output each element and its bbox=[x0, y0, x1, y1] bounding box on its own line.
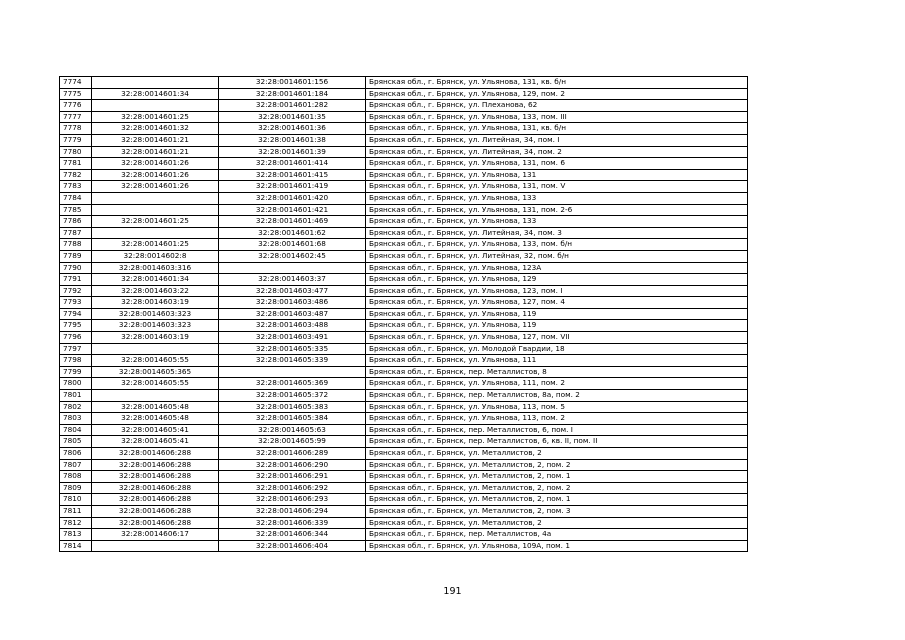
cadastral-number-cell: 32:28:0014601:414 bbox=[219, 158, 366, 170]
parent-cadastral-number-cell: 32:28:0014601:21 bbox=[92, 134, 219, 146]
address-cell: Брянская обл., г. Брянск, ул. Ульянова, 133 bbox=[366, 192, 748, 204]
address-cell: Брянская обл., г. Брянск, ул. Плеханова, 62 bbox=[366, 100, 748, 112]
parent-cadastral-number-cell: 32:28:0014606:288 bbox=[92, 482, 219, 494]
row-number-cell: 7789 bbox=[60, 250, 92, 262]
row-number-cell: 7803 bbox=[60, 413, 92, 425]
address-cell: Брянская обл., г. Брянск, ул. Ульянова, 129 bbox=[366, 274, 748, 286]
row-number-cell: 7792 bbox=[60, 285, 92, 297]
cadastral-number-cell: 32:28:0014605:372 bbox=[219, 390, 366, 402]
row-number-cell: 7784 bbox=[60, 192, 92, 204]
table-row bbox=[60, 123, 748, 135]
parent-cadastral-number-cell: 32:28:0014605:41 bbox=[92, 424, 219, 436]
cadastral-number-cell: 32:28:0014605:384 bbox=[219, 413, 366, 425]
address-cell: Брянская обл., г. Брянск, ул. Молодой Гвардии, 18 bbox=[366, 343, 748, 355]
address-cell: Брянская обл., г. Брянск, ул. Ульянова, 131, пом. V bbox=[366, 181, 748, 193]
cadastral-number-cell: 32:28:0014606:289 bbox=[219, 448, 366, 460]
table-row bbox=[60, 378, 748, 390]
parent-cadastral-number-cell: 32:28:0014603:316 bbox=[92, 262, 219, 274]
row-number-cell: 7775 bbox=[60, 88, 92, 100]
cadastral-number-cell: 32:28:0014601:156 bbox=[219, 77, 366, 89]
parent-cadastral-number-cell bbox=[92, 390, 219, 402]
table-row bbox=[60, 227, 748, 239]
parent-cadastral-number-cell: 32:28:0014605:55 bbox=[92, 355, 219, 367]
table-row bbox=[60, 100, 748, 112]
table-row bbox=[60, 239, 748, 251]
table-row bbox=[60, 274, 748, 286]
row-number-cell: 7780 bbox=[60, 146, 92, 158]
address-cell: Брянская обл., г. Брянск, ул. Ульянова, 131, пом. 2-6 bbox=[366, 204, 748, 216]
row-number-cell: 7787 bbox=[60, 227, 92, 239]
parent-cadastral-number-cell: 32:28:0014601:25 bbox=[92, 111, 219, 123]
cadastral-number-cell: 32:28:0014603:37 bbox=[219, 274, 366, 286]
registry-table bbox=[59, 76, 748, 552]
address-cell: Брянская обл., г. Брянск, ул. Литейная, 34, пом. I bbox=[366, 134, 748, 146]
row-number-cell: 7802 bbox=[60, 401, 92, 413]
parent-cadastral-number-cell: 32:28:0014601:26 bbox=[92, 169, 219, 181]
table-row bbox=[60, 390, 748, 402]
cadastral-number-cell: 32:28:0014606:290 bbox=[219, 459, 366, 471]
parent-cadastral-number-cell: 32:28:0014602:8 bbox=[92, 250, 219, 262]
address-cell: Брянская обл., г. Брянск, пер. Металлистов, 8а, пом. 2 bbox=[366, 390, 748, 402]
row-number-cell: 7800 bbox=[60, 378, 92, 390]
cadastral-number-cell: 32:28:0014601:39 bbox=[219, 146, 366, 158]
table-row bbox=[60, 540, 748, 552]
parent-cadastral-number-cell: 32:28:0014605:55 bbox=[92, 378, 219, 390]
table-row bbox=[60, 529, 748, 541]
row-number-cell: 7782 bbox=[60, 169, 92, 181]
parent-cadastral-number-cell bbox=[92, 227, 219, 239]
parent-cadastral-number-cell: 32:28:0014601:26 bbox=[92, 181, 219, 193]
parent-cadastral-number-cell: 32:28:0014601:25 bbox=[92, 239, 219, 251]
row-number-cell: 7794 bbox=[60, 308, 92, 320]
parent-cadastral-number-cell bbox=[92, 192, 219, 204]
parent-cadastral-number-cell: 32:28:0014603:22 bbox=[92, 285, 219, 297]
row-number-cell: 7801 bbox=[60, 390, 92, 402]
parent-cadastral-number-cell: 32:28:0014606:288 bbox=[92, 448, 219, 460]
page-number: 191 bbox=[443, 586, 462, 597]
table-row bbox=[60, 297, 748, 309]
cadastral-number-cell: 32:28:0014601:184 bbox=[219, 88, 366, 100]
table-row bbox=[60, 111, 748, 123]
table-row bbox=[60, 158, 748, 170]
cadastral-number-cell: 32:28:0014606:344 bbox=[219, 529, 366, 541]
address-cell: Брянская обл., г. Брянск, ул. Ульянова, 111 bbox=[366, 355, 748, 367]
cadastral-number-cell bbox=[219, 366, 366, 378]
table-row bbox=[60, 494, 748, 506]
address-cell: Брянская обл., г. Брянск, ул. Литейная, 34, пом. 3 bbox=[366, 227, 748, 239]
cadastral-number-cell: 32:28:0014605:99 bbox=[219, 436, 366, 448]
cadastral-number-cell: 32:28:0014605:383 bbox=[219, 401, 366, 413]
table-row bbox=[60, 285, 748, 297]
address-cell: Брянская обл., г. Брянск, ул. Металлистов, 2 bbox=[366, 448, 748, 460]
table-row bbox=[60, 436, 748, 448]
cadastral-number-cell: 32:28:0014605:335 bbox=[219, 343, 366, 355]
cadastral-number-cell: 32:28:0014606:292 bbox=[219, 482, 366, 494]
address-cell: Брянская обл., г. Брянск, ул. Металлистов, 2, пом. 1 bbox=[366, 471, 748, 483]
table-row bbox=[60, 448, 748, 460]
address-cell: Брянская обл., г. Брянск, ул. Ульянова, 133, пом. III bbox=[366, 111, 748, 123]
address-cell: Брянская обл., г. Брянск, пер. Металлистов, 6, кв. II, пом. II bbox=[366, 436, 748, 448]
parent-cadastral-number-cell bbox=[92, 100, 219, 112]
address-cell: Брянская обл., г. Брянск, ул. Ульянова, 131, пом. 6 bbox=[366, 158, 748, 170]
parent-cadastral-number-cell bbox=[92, 204, 219, 216]
table-row bbox=[60, 77, 748, 89]
table-row bbox=[60, 262, 748, 274]
parent-cadastral-number-cell: 32:28:0014605:365 bbox=[92, 366, 219, 378]
address-cell: Брянская обл., г. Брянск, ул. Ульянова, 131, кв. б/н bbox=[366, 77, 748, 89]
row-number-cell: 7807 bbox=[60, 459, 92, 471]
row-number-cell: 7804 bbox=[60, 424, 92, 436]
address-cell: Брянская обл., г. Брянск, ул. Ульянова, 123А bbox=[366, 262, 748, 274]
cadastral-number-cell: 32:28:0014601:38 bbox=[219, 134, 366, 146]
table-row bbox=[60, 517, 748, 529]
parent-cadastral-number-cell: 32:28:0014603:19 bbox=[92, 297, 219, 309]
parent-cadastral-number-cell: 32:28:0014601:26 bbox=[92, 158, 219, 170]
table-row bbox=[60, 482, 748, 494]
cadastral-number-cell: 32:28:0014606:294 bbox=[219, 505, 366, 517]
cadastral-number-cell: 32:28:0014601:36 bbox=[219, 123, 366, 135]
table-row bbox=[60, 413, 748, 425]
parent-cadastral-number-cell: 32:28:0014606:288 bbox=[92, 505, 219, 517]
address-cell: Брянская обл., г. Брянск, ул. Ульянова, 113, пом. 2 bbox=[366, 413, 748, 425]
parent-cadastral-number-cell bbox=[92, 77, 219, 89]
row-number-cell: 7786 bbox=[60, 216, 92, 228]
address-cell: Брянская обл., г. Брянск, ул. Ульянова, 113, пом. 5 bbox=[366, 401, 748, 413]
table-row bbox=[60, 250, 748, 262]
row-number-cell: 7781 bbox=[60, 158, 92, 170]
table-row bbox=[60, 146, 748, 158]
cadastral-number-cell: 32:28:0014606:293 bbox=[219, 494, 366, 506]
address-cell: Брянская обл., г. Брянск, пер. Металлистов, 4а bbox=[366, 529, 748, 541]
row-number-cell: 7790 bbox=[60, 262, 92, 274]
cadastral-number-cell: 32:28:0014606:404 bbox=[219, 540, 366, 552]
parent-cadastral-number-cell: 32:28:0014605:48 bbox=[92, 401, 219, 413]
row-number-cell: 7806 bbox=[60, 448, 92, 460]
parent-cadastral-number-cell: 32:28:0014601:21 bbox=[92, 146, 219, 158]
cadastral-number-cell: 32:28:0014605:63 bbox=[219, 424, 366, 436]
address-cell: Брянская обл., г. Брянск, ул. Ульянова, 119 bbox=[366, 308, 748, 320]
row-number-cell: 7777 bbox=[60, 111, 92, 123]
parent-cadastral-number-cell: 32:28:0014601:32 bbox=[92, 123, 219, 135]
table-row bbox=[60, 355, 748, 367]
row-number-cell: 7805 bbox=[60, 436, 92, 448]
cadastral-number-cell: 32:28:0014603:477 bbox=[219, 285, 366, 297]
address-cell: Брянская обл., г. Брянск, ул. Ульянова, 127, пом. VII bbox=[366, 332, 748, 344]
row-number-cell: 7795 bbox=[60, 320, 92, 332]
address-cell: Брянская обл., г. Брянск, ул. Ульянова, 127, пом. 4 bbox=[366, 297, 748, 309]
table-row bbox=[60, 505, 748, 517]
row-number-cell: 7778 bbox=[60, 123, 92, 135]
parent-cadastral-number-cell: 32:28:0014606:288 bbox=[92, 471, 219, 483]
row-number-cell: 7812 bbox=[60, 517, 92, 529]
parent-cadastral-number-cell: 32:28:0014603:323 bbox=[92, 308, 219, 320]
address-cell: Брянская обл., г. Брянск, ул. Ульянова, 131, кв. б/н bbox=[366, 123, 748, 135]
address-cell: Брянская обл., г. Брянск, ул. Ульянова, 109А, пом. 1 bbox=[366, 540, 748, 552]
address-cell: Брянская обл., г. Брянск, ул. Литейная, 34, пом. 2 bbox=[366, 146, 748, 158]
parent-cadastral-number-cell: 32:28:0014606:288 bbox=[92, 517, 219, 529]
row-number-cell: 7808 bbox=[60, 471, 92, 483]
cadastral-number-cell: 32:28:0014601:415 bbox=[219, 169, 366, 181]
row-number-cell: 7788 bbox=[60, 239, 92, 251]
table-row bbox=[60, 366, 748, 378]
table-row bbox=[60, 181, 748, 193]
address-cell: Брянская обл., г. Брянск, ул. Ульянова, 119 bbox=[366, 320, 748, 332]
parent-cadastral-number-cell: 32:28:0014601:34 bbox=[92, 88, 219, 100]
row-number-cell: 7810 bbox=[60, 494, 92, 506]
row-number-cell: 7793 bbox=[60, 297, 92, 309]
address-cell: Брянская обл., г. Брянск, ул. Металлистов, 2, пом. 3 bbox=[366, 505, 748, 517]
parent-cadastral-number-cell: 32:28:0014603:323 bbox=[92, 320, 219, 332]
address-cell: Брянская обл., г. Брянск, ул. Ульянова, 133, пом. б/н bbox=[366, 239, 748, 251]
table-row bbox=[60, 401, 748, 413]
row-number-cell: 7811 bbox=[60, 505, 92, 517]
table-row bbox=[60, 216, 748, 228]
table-row bbox=[60, 343, 748, 355]
row-number-cell: 7785 bbox=[60, 204, 92, 216]
row-number-cell: 7814 bbox=[60, 540, 92, 552]
table-row bbox=[60, 459, 748, 471]
table-row bbox=[60, 134, 748, 146]
parent-cadastral-number-cell: 32:28:0014603:19 bbox=[92, 332, 219, 344]
address-cell: Брянская обл., г. Брянск, ул. Ульянова, 129, пом. 2 bbox=[366, 88, 748, 100]
address-cell: Брянская обл., г. Брянск, ул. Металлистов, 2, пом. 1 bbox=[366, 494, 748, 506]
cadastral-number-cell: 32:28:0014601:419 bbox=[219, 181, 366, 193]
cadastral-number-cell: 32:28:0014606:339 bbox=[219, 517, 366, 529]
table-row bbox=[60, 88, 748, 100]
table-row bbox=[60, 308, 748, 320]
cadastral-number-cell: 32:28:0014603:487 bbox=[219, 308, 366, 320]
row-number-cell: 7796 bbox=[60, 332, 92, 344]
address-cell: Брянская обл., г. Брянск, ул. Ульянова, 123, пом. I bbox=[366, 285, 748, 297]
row-number-cell: 7779 bbox=[60, 134, 92, 146]
table-row bbox=[60, 320, 748, 332]
table-row bbox=[60, 424, 748, 436]
address-cell: Брянская обл., г. Брянск, ул. Металлистов, 2, пом. 2 bbox=[366, 459, 748, 471]
address-cell: Брянская обл., г. Брянск, ул. Ульянова, 133 bbox=[366, 216, 748, 228]
cadastral-number-cell: 32:28:0014605:369 bbox=[219, 378, 366, 390]
cadastral-number-cell: 32:28:0014603:491 bbox=[219, 332, 366, 344]
address-cell: Брянская обл., г. Брянск, ул. Металлистов, 2 bbox=[366, 517, 748, 529]
cadastral-number-cell: 32:28:0014601:68 bbox=[219, 239, 366, 251]
row-number-cell: 7798 bbox=[60, 355, 92, 367]
parent-cadastral-number-cell bbox=[92, 343, 219, 355]
parent-cadastral-number-cell: 32:28:0014606:288 bbox=[92, 459, 219, 471]
address-cell: Брянская обл., г. Брянск, ул. Металлистов, 2, пом. 2 bbox=[366, 482, 748, 494]
cadastral-number-cell: 32:28:0014606:291 bbox=[219, 471, 366, 483]
cadastral-number-cell: 32:28:0014601:62 bbox=[219, 227, 366, 239]
address-cell: Брянская обл., г. Брянск, ул. Литейная, 32, пом. б/н bbox=[366, 250, 748, 262]
row-number-cell: 7791 bbox=[60, 274, 92, 286]
table-row bbox=[60, 332, 748, 344]
cadastral-number-cell: 32:28:0014601:421 bbox=[219, 204, 366, 216]
registry-table-body bbox=[60, 77, 748, 552]
parent-cadastral-number-cell: 32:28:0014601:34 bbox=[92, 274, 219, 286]
row-number-cell: 7799 bbox=[60, 366, 92, 378]
cadastral-number-cell: 32:28:0014601:282 bbox=[219, 100, 366, 112]
parent-cadastral-number-cell: 32:28:0014606:288 bbox=[92, 494, 219, 506]
address-cell: Брянская обл., г. Брянск, ул. Ульянова, 111, пом. 2 bbox=[366, 378, 748, 390]
table-row bbox=[60, 471, 748, 483]
cadastral-number-cell: 32:28:0014603:488 bbox=[219, 320, 366, 332]
parent-cadastral-number-cell: 32:28:0014601:25 bbox=[92, 216, 219, 228]
cadastral-number-cell: 32:28:0014601:469 bbox=[219, 216, 366, 228]
cadastral-number-cell bbox=[219, 262, 366, 274]
parent-cadastral-number-cell: 32:28:0014606:17 bbox=[92, 529, 219, 541]
cadastral-number-cell: 32:28:0014605:339 bbox=[219, 355, 366, 367]
parent-cadastral-number-cell: 32:28:0014605:41 bbox=[92, 436, 219, 448]
row-number-cell: 7774 bbox=[60, 77, 92, 89]
row-number-cell: 7797 bbox=[60, 343, 92, 355]
row-number-cell: 7783 bbox=[60, 181, 92, 193]
address-cell: Брянская обл., г. Брянск, пер. Металлистов, 6, пом. I bbox=[366, 424, 748, 436]
address-cell: Брянская обл., г. Брянск, пер. Металлистов, 8 bbox=[366, 366, 748, 378]
cadastral-number-cell: 32:28:0014601:35 bbox=[219, 111, 366, 123]
address-cell: Брянская обл., г. Брянск, ул. Ульянова, 131 bbox=[366, 169, 748, 181]
cadastral-number-cell: 32:28:0014603:486 bbox=[219, 297, 366, 309]
parent-cadastral-number-cell: 32:28:0014605:48 bbox=[92, 413, 219, 425]
cadastral-number-cell: 32:28:0014602:45 bbox=[219, 250, 366, 262]
parent-cadastral-number-cell bbox=[92, 540, 219, 552]
table-row bbox=[60, 192, 748, 204]
cadastral-number-cell: 32:28:0014601:420 bbox=[219, 192, 366, 204]
row-number-cell: 7776 bbox=[60, 100, 92, 112]
row-number-cell: 7813 bbox=[60, 529, 92, 541]
table-row bbox=[60, 169, 748, 181]
table-row bbox=[60, 204, 748, 216]
row-number-cell: 7809 bbox=[60, 482, 92, 494]
